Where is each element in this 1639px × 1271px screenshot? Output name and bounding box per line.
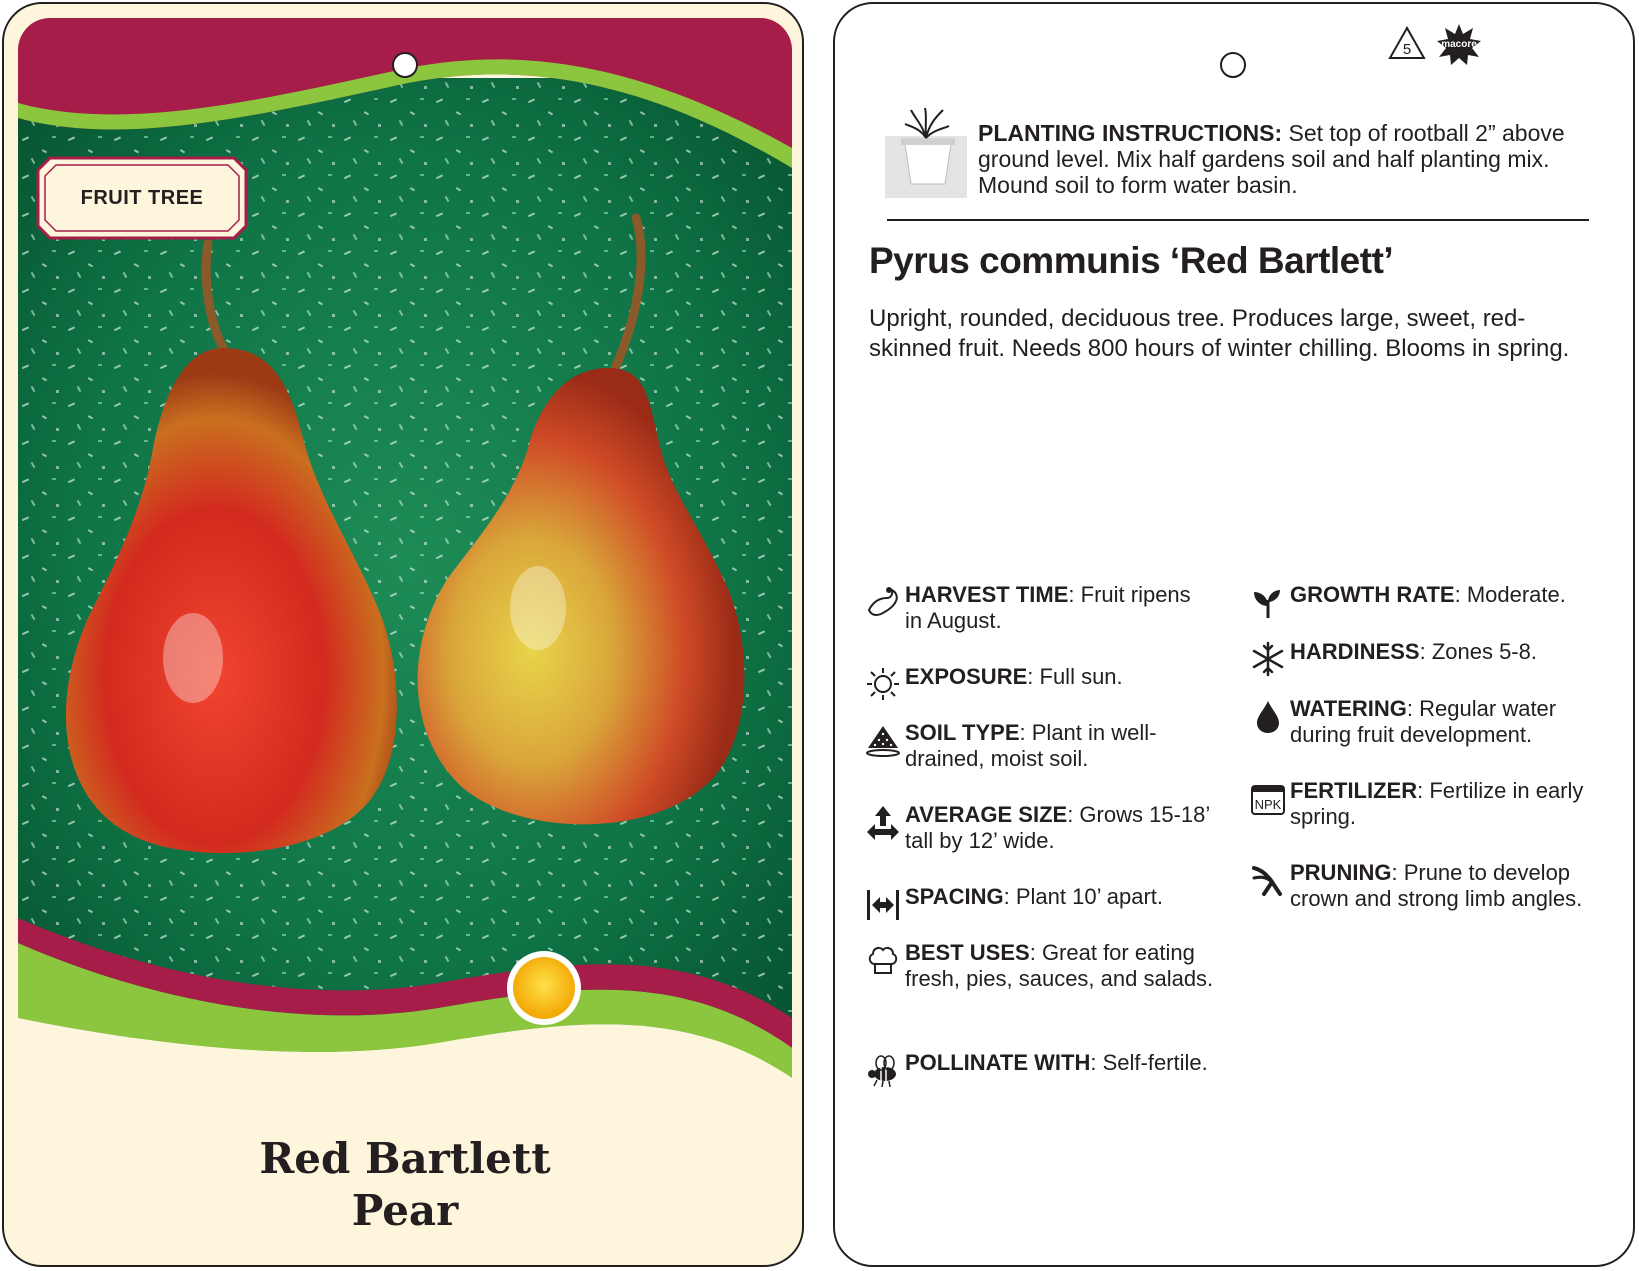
exposure-label: EXPOSURE [905,664,1028,689]
attribute-fertilizer: NPK FERTILIZER: Fertilize in early spring. [1290,778,1600,830]
hardiness-value: Zones 5-8. [1425,639,1537,664]
size-arrows-icon [865,804,901,840]
attribute-watering: WATERING: Regular water during fruit development. [1290,696,1600,748]
watering-value: Regular water during fruit development. [1290,696,1557,747]
harvest-time-label: HARVEST TIME [905,582,1069,607]
potted-plant-icon [885,106,967,198]
chef-hat-icon [865,942,901,978]
common-name [18,1133,792,1237]
svg-text:NPK: NPK [1254,797,1282,812]
botanical-name: Pyrus communis ‘Red Bartlett’ [869,240,1394,281]
sprout-icon [1250,584,1286,620]
recycle-5-icon [1387,25,1427,63]
spacing-arrows-icon [865,886,901,922]
hardiness-label: HARDINESS [1290,639,1420,664]
watering-label: WATERING [1290,696,1407,721]
best-uses-value: Great for eating fresh, pies, sauces, and salads. [905,940,1214,991]
front-card-face [18,18,792,1255]
attribute-soil-type: SOIL TYPE: Plant in well-drained, moist soil. [905,720,1205,772]
hanging-hole-icon [392,52,418,78]
harvest-hand-icon [865,584,901,620]
full-sun-dot-icon [513,957,575,1019]
snowflake-icon [1250,641,1286,677]
macore-logo [1435,22,1483,66]
front-card [2,2,804,1267]
sun-icon [865,666,901,702]
growth-rate-label: GROWTH RATE [1290,582,1455,607]
category-badge [36,156,248,240]
soil-pile-icon [865,722,901,758]
best-uses-label: BEST USES [905,940,1030,965]
spacing-label: SPACING [905,884,1004,909]
spacing-value: Plant 10’ apart. [1009,884,1164,909]
category-label: FRUIT TREE [80,187,204,209]
pollinate-with-label: POLLINATE WITH [905,1050,1091,1075]
soil-type-value: Plant in well-drained, moist soil. [905,720,1157,771]
planting-label: PLANTING INSTRUCTIONS: [978,120,1283,146]
hanging-hole-icon [1220,52,1246,78]
attribute-growth-rate: GROWTH RATE: Moderate. [1290,582,1600,608]
pollinate-with-value: Self-fertile. [1096,1050,1208,1075]
back-card [833,2,1635,1267]
attribute-average-size: AVERAGE SIZE: Grows 15-18’ tall by 12’ wide. [905,802,1215,854]
attribute-harvest-time: HARVEST TIME: Fruit ripens in August. [905,582,1205,634]
bee-icon [865,1052,901,1088]
pruning-shears-icon [1250,862,1286,898]
soil-type-label: SOIL TYPE [905,720,1020,745]
planting-instructions [978,120,1578,198]
npk-bag-icon [1250,780,1286,816]
attribute-pruning: PRUNING: Prune to develop crown and strong limb angles. [1290,860,1600,912]
logo-group [1387,22,1483,66]
harvest-time-value: Fruit ripens in August. [905,582,1191,633]
attribute-hardiness: HARDINESS: Zones 5-8. [1290,639,1600,665]
attribute-best-uses: BEST USES: Great for eating fresh, pies, sauces, and salads. [905,940,1215,992]
fertilizer-value: Fertilize in early spring. [1290,778,1584,829]
divider [887,219,1589,221]
water-drop-icon [1250,698,1286,734]
exposure-value: Full sun. [1033,664,1123,689]
svg-text:macore: macore [1441,39,1477,50]
svg-text:5: 5 [1402,41,1412,58]
attribute-pollinate-with: POLLINATE WITH: Self-fertile. [905,1050,1235,1076]
attribute-exposure: EXPOSURE: Full sun. [905,664,1225,690]
common-name-line-1: Red Bartlett [259,1134,551,1183]
planting-text: Set top of rootball 2” above ground level. Mix half gardens soil and half planting mix. Mound soil to form water basin. [978,120,1565,198]
plant-description: Upright, rounded, deciduous tree. Produces large, sweet, red-skinned fruit. Needs 800 hours of winter chilling. Blooms in spring. [869,305,1570,362]
pruning-value: Prune to develop crown and strong limb angles. [1290,860,1583,911]
average-size-label: AVERAGE SIZE [905,802,1068,827]
attribute-spacing: SPACING: Plant 10’ apart. [905,884,1225,910]
fertilizer-label: FERTILIZER [1290,778,1418,803]
common-name-line-2: Pear [351,1186,459,1235]
pruning-label: PRUNING [1290,860,1392,885]
average-size-value: Grows 15-18’ tall by 12’ wide. [905,802,1210,853]
growth-rate-value: Moderate. [1460,582,1566,607]
